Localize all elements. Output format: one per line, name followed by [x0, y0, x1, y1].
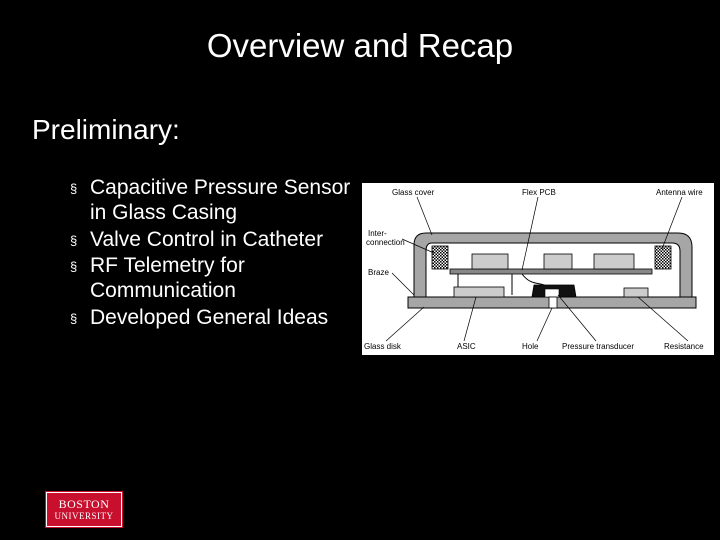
label-resistance: Resistance	[664, 342, 704, 351]
resistance-shape	[624, 288, 648, 297]
logo-line2: UNIVERSITY	[54, 510, 114, 521]
label-interconnection-line2: connection	[366, 238, 405, 247]
bullet-text: RF Telemetry for Communication	[90, 254, 245, 303]
bullet-marker-icon: §	[70, 232, 78, 248]
label-asic: ASIC	[457, 342, 476, 351]
pressure-transducer-core	[545, 289, 559, 297]
label-pressure-transducer: Pressure transducer	[562, 342, 635, 351]
label-interconnection-line1: Inter-	[368, 229, 387, 238]
label-hole: Hole	[522, 342, 539, 351]
slide-title: Overview and Recap	[206, 27, 514, 64]
label-antenna-wire: Antenna wire	[656, 188, 703, 197]
bullet-marker-icon: §	[70, 259, 78, 275]
bullet-text: Developed General Ideas	[90, 305, 329, 329]
component-shape	[544, 254, 572, 269]
label-braze: Braze	[368, 268, 389, 277]
asic-shape	[454, 287, 504, 297]
bullet-item	[70, 228, 360, 253]
bullet-item	[70, 176, 360, 226]
bullet-item	[70, 254, 360, 304]
interconnection-block-right	[655, 246, 671, 269]
label-glass-cover: Glass cover	[392, 188, 435, 197]
sensor-diagram-svg	[362, 183, 714, 355]
bullet-marker-icon: §	[70, 181, 78, 196]
component-shape	[472, 254, 508, 269]
label-glass-disk: Glass disk	[364, 342, 401, 351]
flex-pcb-shape	[450, 269, 652, 274]
bullet-item	[70, 306, 360, 331]
hole-shape	[549, 297, 557, 308]
label-flex-pcb: Flex PCB	[522, 188, 556, 197]
sensor-diagram	[362, 183, 714, 355]
bullet-list	[70, 176, 360, 333]
section-heading: Preliminary:	[32, 114, 180, 145]
interconnection-block-left	[432, 246, 448, 269]
component-shape	[594, 254, 634, 269]
bullet-text: Valve Control in Catheter	[90, 227, 324, 251]
logo-line1: BOSTON	[58, 496, 110, 511]
bullet-text: Capacitive Pressure Sensor in Glass Casing	[90, 176, 351, 224]
boston-university-logo	[46, 492, 122, 527]
bullet-marker-icon: §	[70, 310, 78, 326]
